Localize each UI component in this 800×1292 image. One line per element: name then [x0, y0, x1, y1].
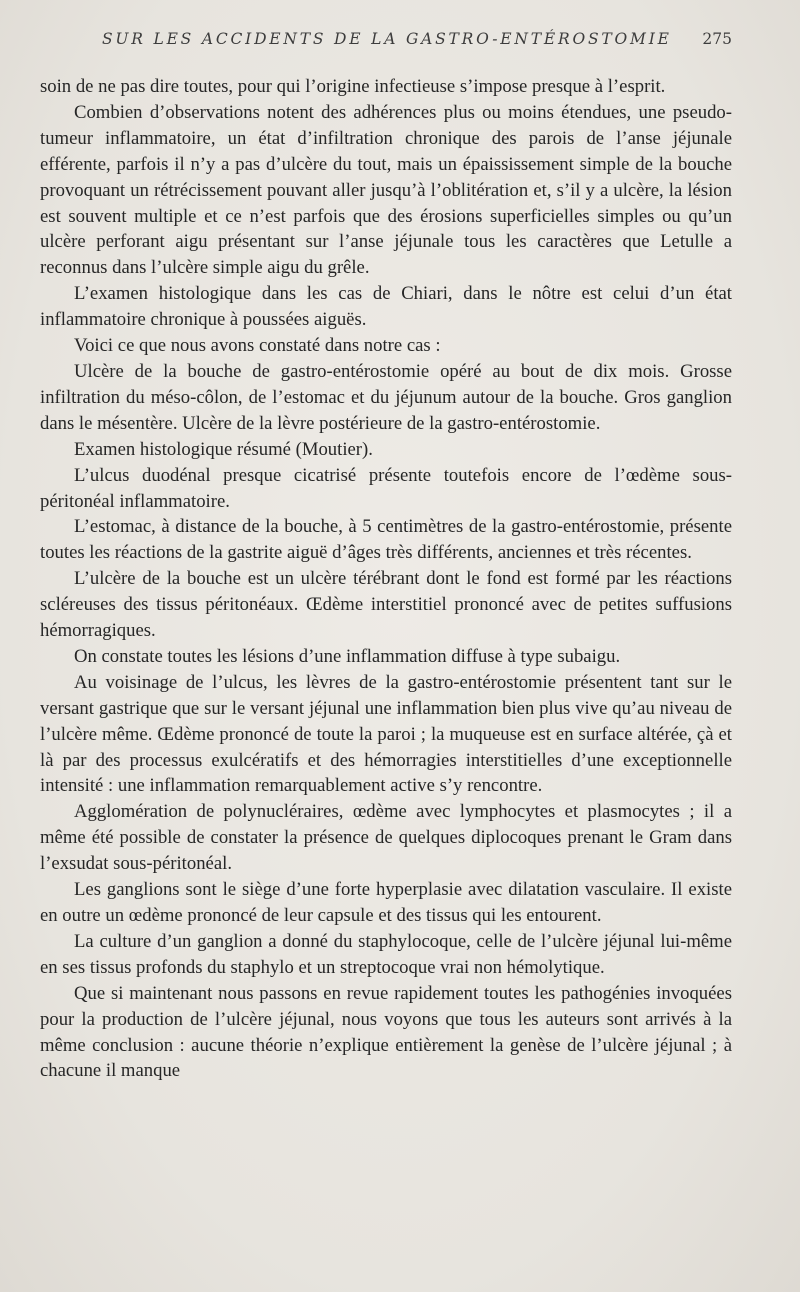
- paragraph: Voici ce que nous avons constaté dans notre cas :: [74, 335, 441, 357]
- paragraph: Les ganglions sont le siège d’une forte hyperplasie avec dilatation vasculaire. Il existe en outre un œdème prononcé de leur capsule et des tissus qui les entourent.: [40, 879, 732, 926]
- paragraph: Au voisinage de l’ulcus, les lèvres de la gastro-entérostomie présentent tant sur le versant gastrique que sur le versant jéjunal une inflammation bien plus vive qu’au niveau de l’ulcère même. Œdème prononcé de toute la paroi ; la muqueuse est en surface altérée, çà et là par des processus exulcératifs et des hémorragies interstitielles d’une exceptionnelle intensité : une inflammation remarquablement active s’y rencontre.: [40, 671, 732, 797]
- running-header: [40, 30, 736, 54]
- body-text: [40, 74, 732, 1084]
- paragraph: Ulcère de la bouche de gastro-entérostomie opéré au bout de dix mois. Grosse infiltration du méso-côlon, de l’estomac et du jéjunum autour de la bouche. Gros ganglion dans le mésentère. Ulcère de la lèvre postérieure de la gastro-entérostomie.: [40, 360, 732, 434]
- paragraph: Que si maintenant nous passons en revue rapidement toutes les pathogénies invoquées pour la production de l’ulcère jéjunal, nous voyons que tous les auteurs sont arrivés à la même conclusion : aucune théorie n’explique entièrement la genèse de l’ulcère jéjunal ; à chacune il manque: [40, 982, 732, 1082]
- paragraph: La culture d’un ganglion a donné du staphylocoque, celle de l’ulcère jéjunal lui-même en ses tissus profonds du staphylo et un streptocoque vrai non hémolytique.: [40, 930, 732, 978]
- paragraph: On constate toutes les lésions d’une inflammation diffuse à type subaigu.: [74, 645, 621, 667]
- paragraph: L’ulcère de la bouche est un ulcère térébrant dont le fond est formé par les réactions scléreuses des tissus péritonéaux. Œdème interstitiel prononcé avec de petites suffusions hémorragiques.: [40, 568, 732, 642]
- paragraph: Examen histologique résumé (Moutier).: [74, 438, 373, 460]
- paragraph: Combien d’observations notent des adhérences plus ou moins étendues, une pseudo-tumeur inflammatoire, un état d’infiltration chronique des parois de l’anse jéjunale efférente, parfois il n’y a pas d’ulcère du tout, mais un épaississement simple de la bouche provoquant un rétrécissement pouvant aller jusqu’à l’oblitération et, s’il y a ulcère, la lésion est souvent multiple et ce n’est parfois que des érosions superficielles simples ou qu’un ulcère perforant aigu présentant sur l’anse jéjunale tous les caractères que Letulle a reconnus dans l’ulcère simple aigu du grêle.: [40, 101, 732, 279]
- paragraph: L’estomac, à distance de la bouche, à 5 centimètres de la gastro-entérostomie, présente toutes les réactions de la gastrite aiguë d’âges très différents, anciennes et très récentes.: [40, 516, 732, 564]
- paragraph: L’ulcus duodénal presque cicatrisé présente toutefois encore de l’œdème sous-péritonéal inflammatoire.: [40, 464, 732, 512]
- running-title: SUR LES ACCIDENTS DE LA GASTRO-ENTÉROSTOMIE: [102, 30, 672, 48]
- paragraph: Agglomération de polynucléraires, œdème avec lymphocytes et plasmocytes ; il a même été possible de constater la présence de quelques diplocoques prenant le Gram dans l’exsudat sous-péritonéal.: [40, 801, 732, 875]
- paragraph: L’examen histologique dans les cas de Chiari, dans le nôtre est celui d’un état inflammatoire chronique à poussées aiguës.: [40, 283, 732, 331]
- paragraph: soin de ne pas dire toutes, pour qui l’origine infectieuse s’impose presque à l’esprit.: [40, 76, 666, 97]
- page-number: 275: [702, 30, 732, 48]
